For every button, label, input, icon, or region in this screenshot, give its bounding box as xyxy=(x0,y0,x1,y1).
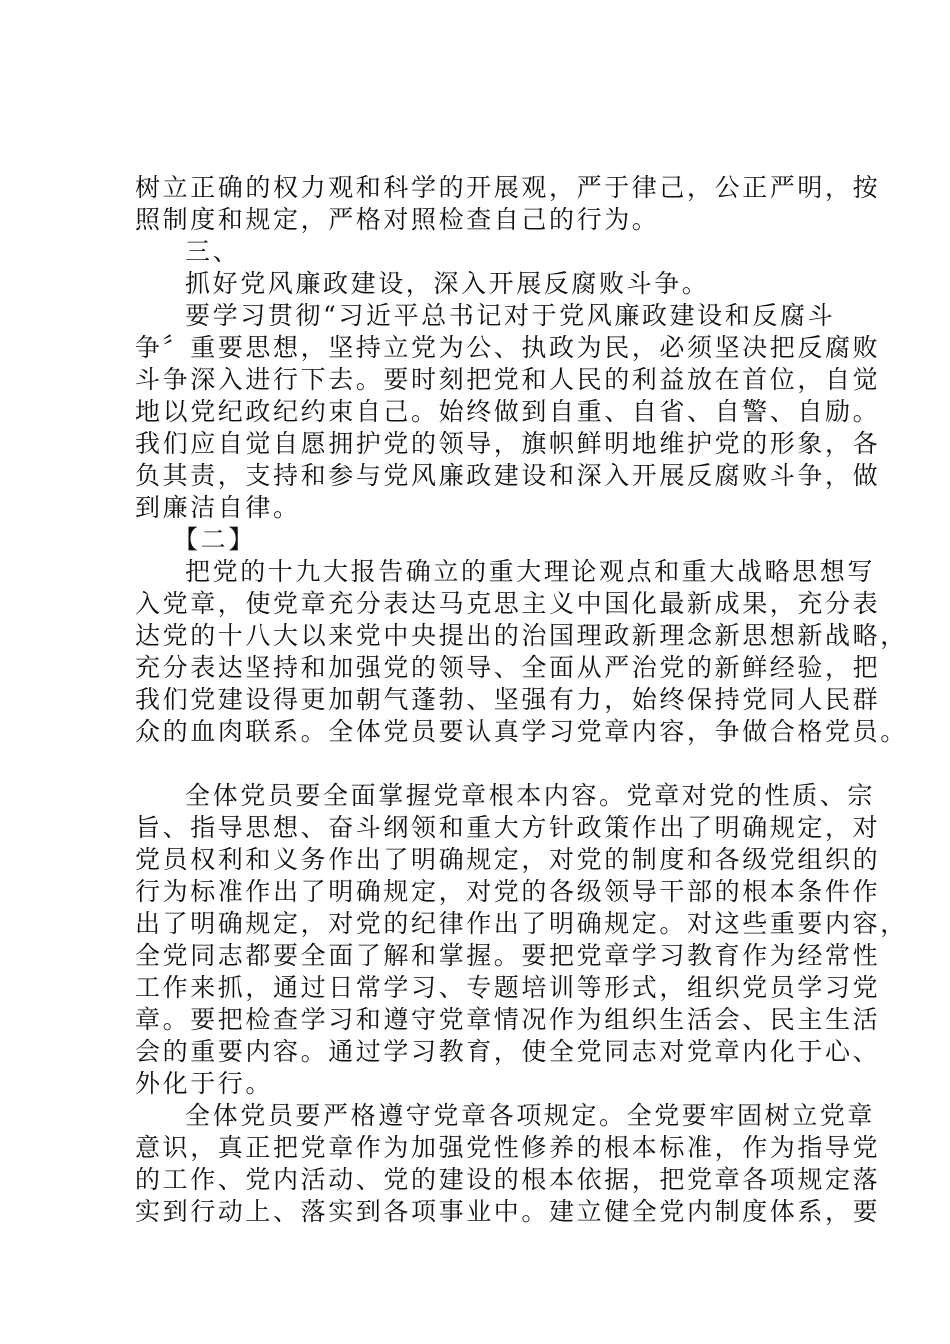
text-line: 树立正确的权力观和科学的开展观，严于律己，公正严明，按 xyxy=(135,173,881,202)
text-line: 外化于行。 xyxy=(135,1069,274,1098)
text-line: 我们党建设得更加朝气蓬勃、坚强有力，始终保持党同人民群 xyxy=(135,685,881,714)
text-line: 达党的十八大以来党中央提出的治国理政新理念新思想新战略， xyxy=(135,621,908,650)
text-line: 充分表达坚持和加强党的领导、全面从严治党的新鲜经验，把 xyxy=(135,653,881,682)
text-line: 照制度和规定，严格对照检查自己的行为。 xyxy=(135,205,660,234)
text-line: 章。要把检查学习和遵守党章情况作为组织生活会、民主生活 xyxy=(135,1005,881,1034)
blank-line xyxy=(135,748,825,780)
text-line: 把党的十九大报告确立的重大理论观点和重大战略思想写 xyxy=(185,557,876,586)
text-line: 实到行动上、落实到各项事业中。建立健全党内制度体系，要 xyxy=(135,1197,881,1226)
text-line: 意识，真正把党章作为加强党性修养的根本标准，作为指导党 xyxy=(135,1133,881,1162)
text-line: 到廉洁自律。 xyxy=(135,493,301,522)
paragraph-observe-rules xyxy=(135,1100,881,1228)
text-line: 众的血肉联系。全体党员要认真学习党章内容，争做合格党员。 xyxy=(135,717,908,746)
text-line: 要学习贯彻“习近平总书记对于党风廉政建设和反腐斗 xyxy=(185,301,836,330)
text-line: 的工作、党内活动、党的建设的根本依据，把党章各项规定落 xyxy=(135,1165,881,1194)
paragraph-anti-corruption xyxy=(135,300,881,524)
section-subheading: 抓好党风廉政建设，深入开展反腐败斗争。 xyxy=(185,269,710,298)
text-line: 党员权利和义务作出了明确规定，对党的制度和各级党组织的 xyxy=(135,845,881,874)
text-line: 出了明确规定，对党的纪律作出了明确规定。对这些重要内容， xyxy=(135,909,908,938)
paragraph-master-content xyxy=(135,780,908,1100)
text-line: 我们应自觉自愿拥护党的领导，旗帜鲜明地维护党的形象，各 xyxy=(135,429,881,458)
text-line: 工作来抓，通过日常学习、专题培训等形式，组织党员学习党 xyxy=(135,973,881,1002)
paragraph-party-constitution xyxy=(135,556,908,748)
text-line: 入党章，使党章充分表达马克思主义中国化最新成果，充分表 xyxy=(135,589,881,618)
text-line: 全体党员要严格遵守党章各项规定。全党要牢固树立党章 xyxy=(185,1101,876,1130)
paragraph-power-view xyxy=(135,172,881,236)
text-line: 争〞重要思想，坚持立党为公、执政为民，必须坚决把反腐败 xyxy=(135,333,881,362)
text-line: 全体党员要全面掌握党章根本内容。党章对党的性质、宗 xyxy=(185,781,876,810)
text-line: 行为标准作出了明确规定，对党的各级领导干部的根本条件作 xyxy=(135,877,881,906)
text-line: 地以党纪政纪约束自己。始终做到自重、自省、自警、自励。 xyxy=(135,397,881,426)
text-line: 旨、指导思想、奋斗纲领和重大方针政策作出了明确规定，对 xyxy=(135,813,881,842)
document-body xyxy=(135,172,908,1228)
text-line: 斗争深入进行下去。要时刻把党和人民的利益放在首位，自觉 xyxy=(135,365,881,394)
section-heading-two: 【二】 xyxy=(173,525,256,554)
text-line: 全党同志都要全面了解和掌握。要把党章学习教育作为经常性 xyxy=(135,941,881,970)
text-line: 会的重要内容。通过学习教育，使全党同志对党章内化于心、 xyxy=(135,1037,881,1066)
section-heading-three: 三、 xyxy=(185,237,241,266)
text-line: 负其责，支持和参与党风廉政建设和深入开展反腐败斗争，做 xyxy=(135,461,881,490)
